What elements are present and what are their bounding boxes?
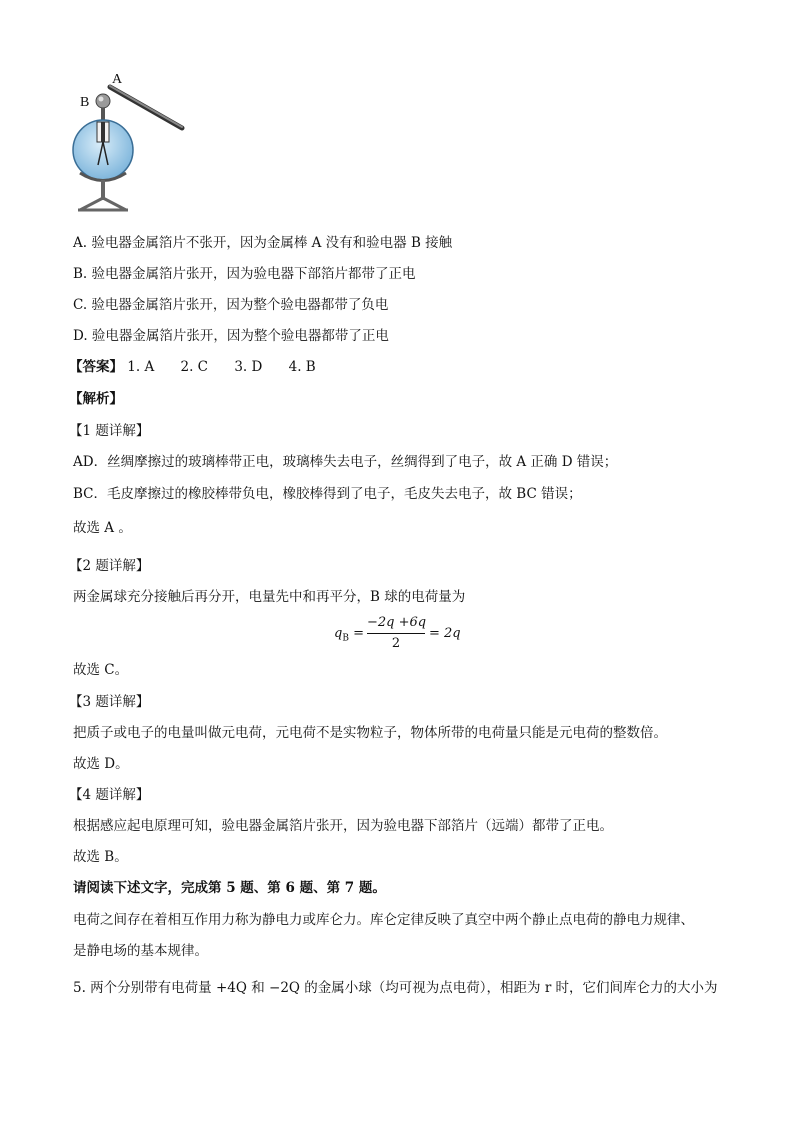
section-heading: 请阅读下述文字，完成第 5 题、第 6 题、第 7 题。 (73, 880, 386, 896)
q1-line-1: AD．丝绸摩擦过的玻璃棒带正电，玻璃棒失去电子，丝绸得到了电子，故 A 正确 D 错误； (73, 454, 618, 470)
label-a: A (112, 72, 123, 87)
answer-item: 1. A (127, 359, 155, 375)
section-paragraph-2: 是静电场的基本规律。 (73, 943, 208, 959)
formula-numerator: −2q +6q (367, 615, 427, 630)
question-5: 5. 两个分别带有电荷量 +4Q 和 −2Q 的金属小球（均可视为点电荷），相距为 r 时，它们间库仑力的大小为 (73, 980, 718, 996)
option-a: A. 验电器金属箔片不张开，因为金属棒 A 没有和验电器 B 接触 (73, 235, 453, 251)
q1-conclusion: 故选 A 。 (73, 520, 132, 536)
answer-line (69, 357, 338, 377)
answer-item: 3. D (234, 359, 263, 375)
option-b: B. 验电器金属箔片张开，因为验电器下部箔片都带了正电 (73, 266, 416, 282)
label-b: B (80, 95, 90, 110)
answer-label: 【答案】 (69, 359, 123, 375)
analysis-label: 【解析】 (69, 391, 123, 407)
q4-conclusion: 故选 B。 (73, 849, 128, 865)
q1-line-2: BC．毛皮摩擦过的橡胶棒带负电，橡胶棒得到了电子，毛皮失去电子，故 BC 错误； (73, 486, 582, 502)
formula-denominator: 2 (391, 636, 401, 651)
formula-fraction (367, 614, 425, 653)
q3-title: 【3 题详解】 (69, 694, 150, 710)
answer-item: 2. C (180, 359, 209, 375)
formula-rhs: = 2q (429, 626, 461, 641)
formula-lhs: $q_B$ = (334, 626, 364, 644)
q3-conclusion: 故选 D。 (73, 756, 129, 772)
section-paragraph-1: 电荷之间存在着相互作用力称为静电力或库仑力。库仑定律反映了真空中两个静止点电荷的静电力规律、 (73, 912, 694, 928)
q2-conclusion: 故选 C。 (73, 662, 129, 678)
option-c: C. 验电器金属箔片张开，因为整个验电器都带了负电 (73, 297, 389, 313)
q1-title: 【1 题详解】 (69, 423, 150, 439)
electroscope-figure (68, 70, 198, 220)
answer-item: 4. B (288, 359, 316, 375)
option-d: D. 验电器金属箔片张开，因为整个验电器都带了正电 (73, 328, 389, 344)
q4-line: 根据感应起电原理可知，验电器金属箔片张开，因为验电器下部箔片（远端）都带了正电。 (73, 818, 613, 834)
q2-line: 两金属球充分接触后再分开，电量先中和再平分，B 球的电荷量为 (73, 589, 466, 605)
q2-title: 【2 题详解】 (69, 558, 150, 574)
q4-title: 【4 题详解】 (69, 787, 150, 803)
metal-ball (96, 94, 110, 108)
q3-line: 把质子或电子的电量叫做元电荷，元电荷不是实物粒子，物体所带的电荷量只能是元电荷的整数倍。 (73, 725, 667, 741)
